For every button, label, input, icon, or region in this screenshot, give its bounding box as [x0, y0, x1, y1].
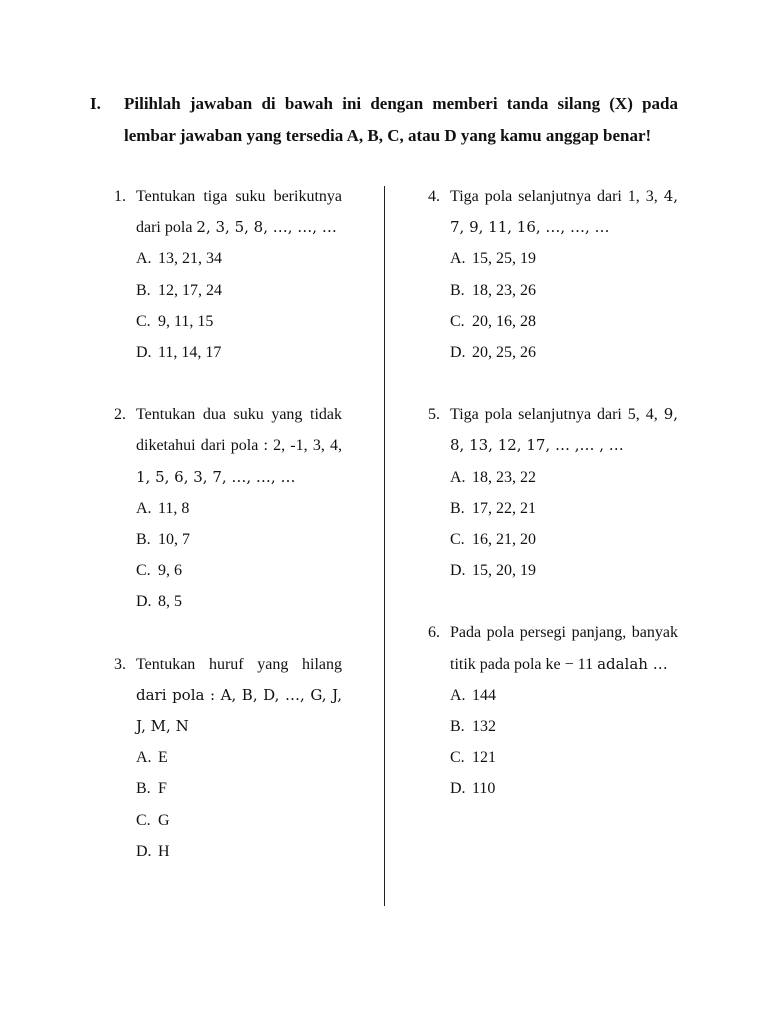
option-letter: A.	[136, 250, 152, 268]
option-letter: B.	[136, 531, 151, 549]
answer-option[interactable]	[450, 462, 678, 493]
option-text: 18, 23, 22	[472, 468, 536, 486]
question-stem-text: Pada pola persegi panjang, banyak titik pada pola ke − 11	[450, 624, 678, 673]
option-text: 9, 6	[158, 562, 182, 580]
option-letter: A.	[450, 468, 466, 486]
answer-option[interactable]	[450, 524, 678, 555]
answer-option[interactable]	[136, 275, 342, 306]
column-divider	[384, 186, 385, 906]
question-number: 3.	[114, 655, 126, 673]
option-letter: A.	[450, 686, 466, 704]
answer-option[interactable]	[450, 555, 678, 586]
answer-option[interactable]	[450, 493, 678, 524]
question-item	[114, 399, 342, 617]
option-letter: B.	[450, 281, 465, 299]
option-text: 144	[472, 686, 496, 704]
question-stem	[136, 649, 342, 743]
answer-options	[114, 742, 342, 867]
right-question-column	[428, 181, 678, 836]
option-text: F	[158, 780, 167, 798]
answer-option[interactable]	[136, 555, 342, 586]
question-stem-sequence: 1, 5, 6, 3, 7, …, …, …	[136, 467, 296, 486]
option-text: 8, 5	[158, 593, 182, 611]
question-item	[428, 399, 678, 586]
question-item	[114, 649, 342, 867]
option-letter: C.	[450, 749, 465, 767]
answer-option[interactable]	[136, 742, 342, 773]
question-stem-sequence: adalah …	[597, 654, 668, 673]
answer-options	[114, 493, 342, 618]
option-text: 10, 7	[158, 531, 190, 549]
option-letter: B.	[450, 718, 465, 736]
answer-option[interactable]	[450, 337, 678, 368]
answer-options	[428, 462, 678, 587]
answer-option[interactable]	[136, 524, 342, 555]
question-stem	[136, 181, 342, 243]
option-text: 121	[472, 749, 496, 767]
option-text: 9, 11, 15	[158, 312, 214, 330]
question-number: 6.	[428, 624, 440, 642]
answer-options	[114, 243, 342, 368]
option-letter: A.	[450, 250, 466, 268]
option-letter: C.	[136, 811, 151, 829]
option-text: H	[158, 842, 170, 860]
question-number: 5.	[428, 406, 440, 424]
option-letter: D.	[136, 842, 152, 860]
option-text: 15, 25, 19	[472, 250, 536, 268]
answer-option[interactable]	[136, 243, 342, 274]
option-text: 11, 8	[158, 499, 190, 517]
answer-option[interactable]	[450, 742, 678, 773]
option-letter: B.	[136, 780, 151, 798]
option-letter: B.	[450, 499, 465, 517]
option-text: 20, 25, 26	[472, 344, 536, 362]
answer-option[interactable]	[450, 306, 678, 337]
answer-option[interactable]	[450, 773, 678, 804]
answer-option[interactable]	[450, 275, 678, 306]
option-text: 132	[472, 718, 496, 736]
answer-option[interactable]	[450, 680, 678, 711]
option-text: 110	[472, 780, 496, 798]
left-question-column	[114, 181, 342, 898]
question-stem-sequence: dari pola : A, B, D, …, G, J, J, M, N	[136, 685, 342, 736]
question-stem-sequence: 2, 3, 5, 8, …, …, …	[196, 218, 337, 237]
question-stem-sequence: 4, 7, 9, 11, 16, …, …, …	[450, 187, 678, 237]
question-stem-text: Tentukan huruf yang hilang	[136, 655, 342, 673]
question-stem	[136, 399, 342, 493]
option-letter: C.	[136, 312, 151, 330]
option-letter: D.	[450, 780, 466, 798]
answer-option[interactable]	[136, 586, 342, 617]
option-letter: D.	[136, 593, 152, 611]
option-letter: D.	[136, 344, 152, 362]
option-letter: C.	[450, 312, 465, 330]
option-text: 15, 20, 19	[472, 562, 536, 580]
section-header	[90, 88, 678, 152]
answer-option[interactable]	[136, 805, 342, 836]
section-instruction: Pilihlah jawaban di bawah ini dengan memberi tanda silang (X) pada lembar jawaban yang tersedia A, B, C, atau D yang kamu anggap benar!	[124, 94, 678, 145]
question-stem	[450, 181, 678, 243]
option-letter: D.	[450, 562, 466, 580]
answer-option[interactable]	[136, 306, 342, 337]
option-text: 11, 14, 17	[158, 344, 222, 362]
question-stem	[450, 617, 678, 679]
answer-options	[428, 243, 678, 368]
option-text: 17, 22, 21	[472, 499, 536, 517]
answer-options	[428, 680, 678, 805]
question-stem-sequence: 9, 8, 13, 12, 17, … ,… , …	[450, 405, 678, 455]
question-item	[114, 181, 342, 368]
option-text: E	[158, 749, 168, 767]
option-letter: D.	[450, 344, 466, 362]
question-item	[428, 617, 678, 804]
question-stem-text: Tiga pola selanjutnya dari 1, 3,	[450, 188, 664, 205]
option-letter: C.	[136, 562, 151, 580]
question-stem-text: Tentukan dua suku yang tidak diketahui dari pola : 2, -1, 3, 4,	[136, 406, 342, 455]
question-number: 4.	[428, 188, 440, 205]
answer-option[interactable]	[136, 337, 342, 368]
question-item	[428, 181, 678, 368]
question-number: 2.	[114, 406, 126, 424]
answer-option[interactable]	[136, 836, 342, 867]
option-letter: A.	[136, 749, 152, 767]
option-letter: B.	[136, 281, 151, 299]
option-text: 13, 21, 34	[158, 250, 222, 268]
option-letter: C.	[450, 531, 465, 549]
answer-option[interactable]	[450, 243, 678, 274]
answer-option[interactable]	[136, 493, 342, 524]
question-stem-text: Tiga pola selanjutnya dari 5, 4,	[450, 406, 664, 424]
answer-option[interactable]	[136, 773, 342, 804]
question-stem-text: Tentukan tiga suku berikutnya dari pola	[136, 188, 342, 237]
question-number: 1.	[114, 188, 126, 205]
section-number: I.	[90, 94, 101, 113]
option-text: G	[158, 811, 170, 829]
option-text: 16, 21, 20	[472, 531, 536, 549]
option-text: 18, 23, 26	[472, 281, 536, 299]
option-text: 12, 17, 24	[158, 281, 222, 299]
question-stem	[450, 399, 678, 461]
answer-option[interactable]	[450, 711, 678, 742]
option-letter: A.	[136, 499, 152, 517]
option-text: 20, 16, 28	[472, 312, 536, 330]
